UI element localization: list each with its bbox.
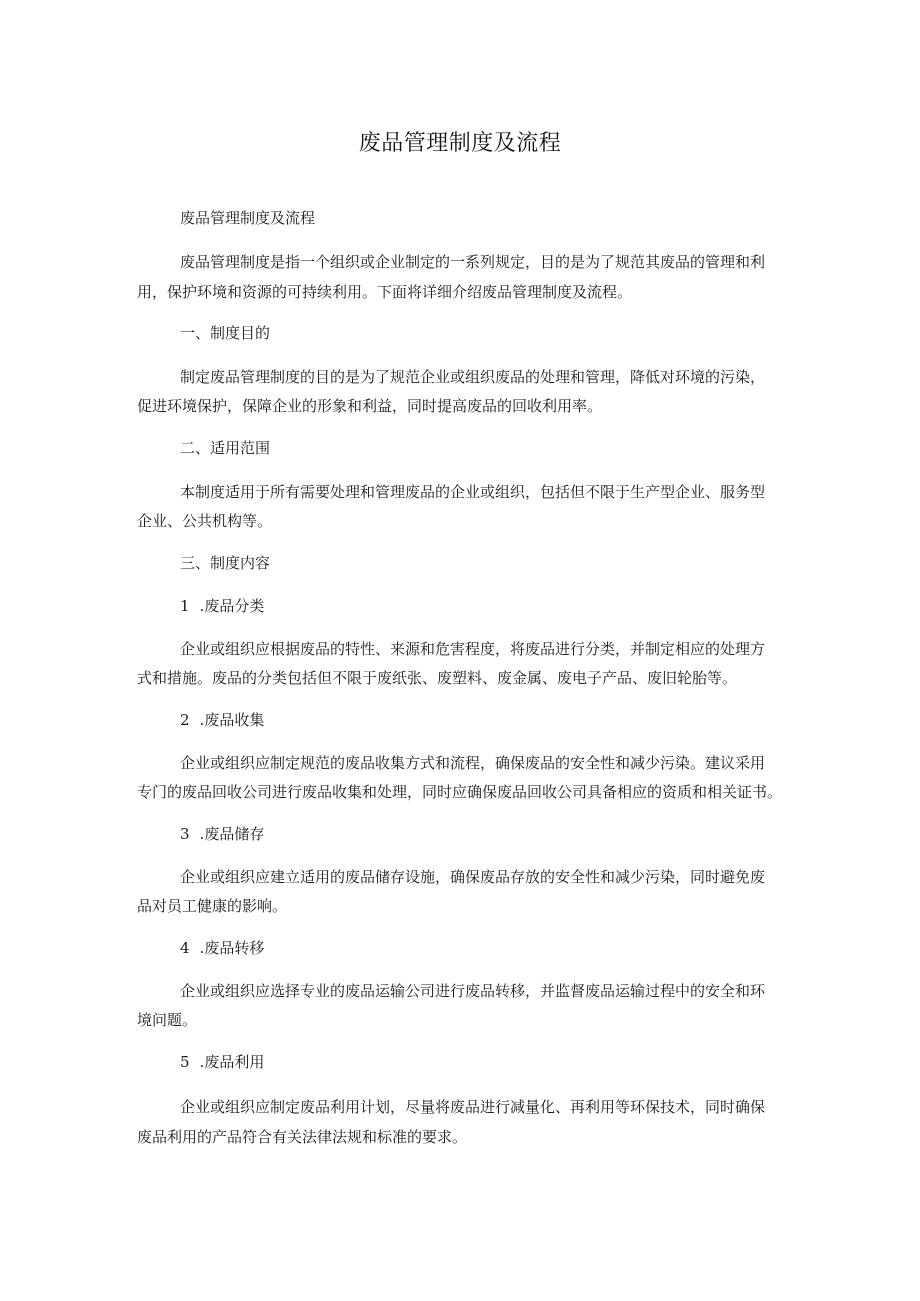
purpose-line-1: 制定废品管理制度的目的是为了规范企业或组织废品的处理和管理，降低对环境的污染， (180, 368, 766, 386)
utilization-line-1: 企业或组织应制定废品利用计划，尽量将废品进行减量化、再利用等环保技术，同时确保 (180, 1098, 766, 1116)
transfer-line-1: 企业或组织应选择专业的废品运输公司进行废品转移，并监督废品运输过程中的安全和环 (180, 982, 766, 1000)
classification-line-2: 式和措施。废品的分类包括但不限于废纸张、废塑料、废金属、废电子产品、废旧轮胎等。 (137, 669, 738, 687)
item-number: 2 (180, 711, 190, 729)
classification-line-1: 企业或组织应根据废品的特性、来源和危害程度，将废品进行分类，并制定相应的处理方 (180, 640, 766, 658)
utilization-line-2: 废品利用的产品符合有关法律法规和标准的要求。 (137, 1128, 468, 1146)
purpose-line-2: 促进环境保护，保障企业的形象和利益，同时提高废品的回收利用率。 (137, 397, 603, 415)
item-number: 3 (180, 825, 190, 843)
item-number: 4 (180, 939, 190, 957)
item-label: .废品转移 (199, 939, 265, 957)
item-heading-collection (180, 709, 264, 731)
item-label: .废品储存 (199, 825, 265, 843)
scope-line-2: 企业、公共机构等。 (137, 512, 273, 530)
section-heading-scope: 二、适用范围 (180, 439, 271, 457)
item-label: .废品分类 (199, 597, 265, 615)
collection-line-2: 专门的废品回收公司进行废品收集和处理，同时应确保废品回收公司具备相应的资质和相关证书。 (137, 783, 783, 801)
page-title: 废品管理制度及流程 (358, 131, 562, 156)
storage-line-2: 品对员工健康的影响。 (137, 897, 288, 915)
item-number: 5 (180, 1053, 190, 1071)
storage-line-1: 企业或组织应建立适用的废品储存设施，确保废品存放的安全性和减少污染，同时避免废 (180, 868, 766, 886)
item-label: .废品利用 (199, 1053, 265, 1071)
transfer-line-2: 境问题。 (137, 1011, 198, 1029)
section-heading-content: 三、制度内容 (180, 554, 271, 572)
item-heading-classification (180, 595, 264, 617)
item-heading-storage (180, 823, 264, 845)
item-label: .废品收集 (199, 711, 265, 729)
item-heading-utilization (180, 1051, 264, 1073)
intro-line-2: 用，保护环境和资源的可持续利用。下面将详细介绍废品管理制度及流程。 (137, 283, 633, 301)
section-heading-purpose: 一、制度目的 (180, 324, 271, 342)
subtitle: 废品管理制度及流程 (180, 209, 316, 227)
scope-line-1: 本制度适用于所有需要处理和管理废品的企业或组织，包括但不限于生产型企业、服务型 (180, 483, 766, 501)
intro-line-1: 废品管理制度是指一个组织或企业制定的一系列规定，目的是为了规范其废品的管理和利 (180, 253, 766, 271)
item-heading-transfer (180, 937, 264, 959)
collection-line-1: 企业或组织应制定规范的废品收集方式和流程，确保废品的安全性和减少污染。建议采用 (180, 754, 766, 772)
item-number: 1 (180, 597, 190, 615)
